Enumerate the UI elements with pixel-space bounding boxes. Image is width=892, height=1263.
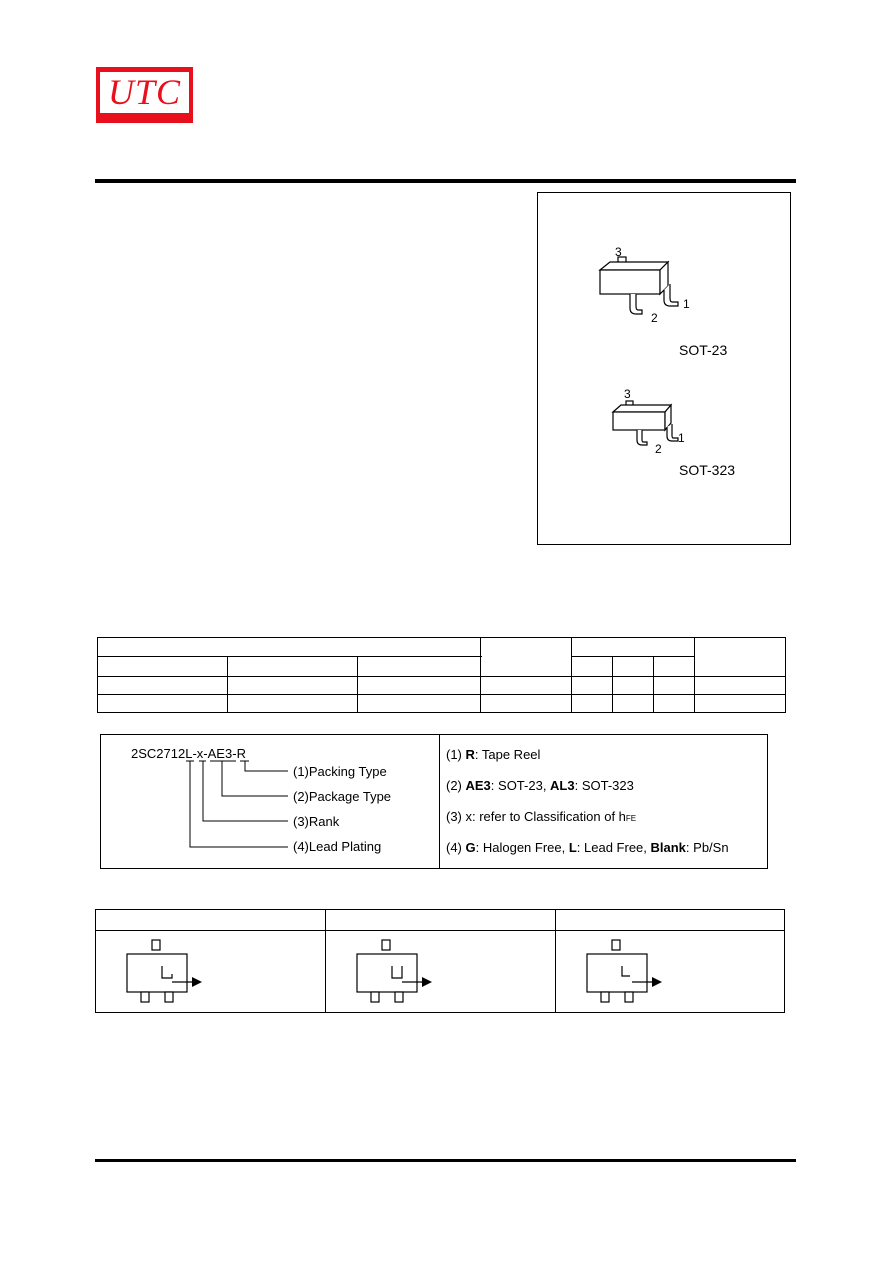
marking-table-divider — [555, 909, 556, 1013]
footer-rule — [95, 1159, 796, 1162]
note-rank — [446, 809, 636, 824]
note-text: (1) — [446, 747, 466, 762]
note-package-type — [446, 778, 634, 793]
note-text: : Lead Free, — [576, 840, 651, 855]
suffix-packing-type: R — [236, 746, 246, 761]
suffix-rank: x — [196, 746, 204, 761]
dash: - — [192, 746, 197, 761]
note-text: (3) x: refer to Classification of h — [446, 809, 626, 824]
logo-text: UTC — [107, 72, 182, 112]
sot323-pin3-label: 3 — [624, 387, 631, 401]
sot23-pin1-label: 1 — [683, 297, 690, 311]
note-packing-type — [446, 747, 540, 762]
label-rank: (3)Rank — [293, 814, 340, 829]
marking-table-divider — [325, 909, 326, 1013]
note-text: : Pb/Sn — [685, 840, 729, 855]
label-lead-plating: (4)Lead Plating — [293, 839, 382, 854]
sot23-pin2-label: 2 — [651, 311, 658, 325]
suffix-lead-plating: L — [185, 746, 193, 761]
note-text: (4) — [446, 840, 466, 855]
note-text: : SOT-23, — [490, 778, 551, 793]
note-text: : Halogen Free, — [475, 840, 569, 855]
dash: - — [232, 746, 237, 761]
marking-diagram-3 — [580, 938, 670, 1004]
note-code: AE3 — [465, 778, 491, 793]
note-code: R — [465, 747, 475, 762]
note-text: (2) — [446, 778, 466, 793]
sot23-pin3-label: 3 — [615, 245, 622, 259]
note-lead-plating — [446, 840, 729, 855]
label-package-type: (2)Package Type — [293, 789, 392, 804]
note-text: : Tape Reel — [474, 747, 541, 762]
note-subscript: FE — [625, 814, 637, 823]
dash: - — [203, 746, 208, 761]
label-packing-type: (1)Packing Type — [293, 764, 387, 779]
suffix-package-type: AE3 — [207, 746, 233, 761]
sot323-label: SOT-323 — [679, 462, 736, 478]
sot323-pin1-label: 1 — [678, 431, 685, 445]
note-code: G — [465, 840, 476, 855]
note-code: L — [568, 840, 577, 855]
sot323-pin2-label: 2 — [655, 442, 662, 456]
note-code: Blank — [650, 840, 686, 855]
part-base: 2SC2712 — [131, 746, 186, 761]
marking-diagram-1 — [120, 938, 210, 1004]
note-text: : SOT-323 — [574, 778, 634, 793]
marking-table-header-line — [95, 930, 785, 931]
note-code: AL3 — [550, 778, 575, 793]
sot23-label: SOT-23 — [679, 342, 728, 358]
marking-diagram-2 — [350, 938, 440, 1004]
